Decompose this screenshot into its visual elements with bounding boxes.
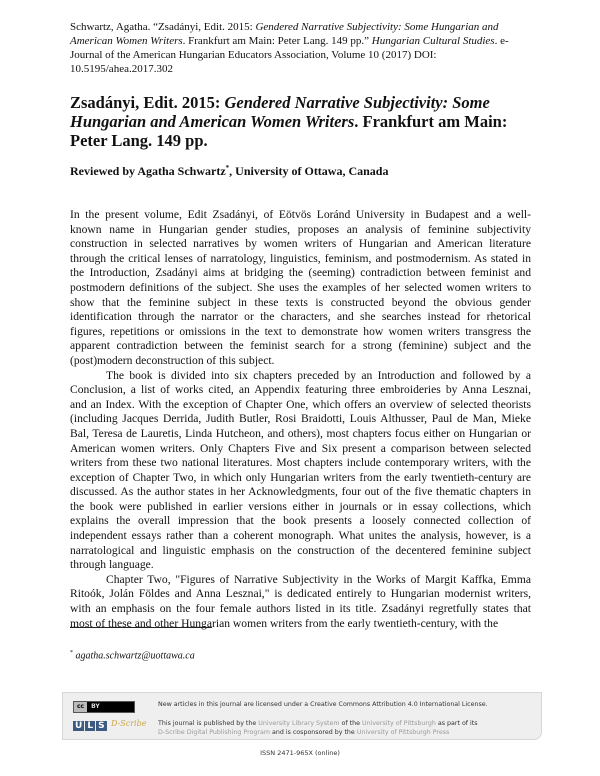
citation-text: . Frankfurt am Main: Peter Lang. 149 pp.” xyxy=(182,35,372,47)
body-line: writers from these two national literatures. Most chapters include contemporary writers, with the xyxy=(70,456,531,470)
body-line: the Introduction, Zsadányi aims at bridging the (seeming) contradiction between feminist and xyxy=(70,266,531,280)
footnote-email[interactable]: agatha.schwartz@uottawa.ca xyxy=(75,650,195,662)
license-text[interactable]: New articles in this journal are licensed under a Creative Commons Attribution 4.0 International License. xyxy=(158,701,488,708)
pub-text: and is cosponsored by the xyxy=(269,729,357,736)
title-prefix: Zsadányi, Edit. 2015: xyxy=(70,93,225,112)
body-line: through language. xyxy=(70,558,154,572)
body-line: In the present volume, Edit Zsadányi, of Eötvös Loránd University in Budapest and a well- xyxy=(70,208,531,221)
citation-journal: Hungarian Cultural Studies xyxy=(371,35,495,47)
cc-by-label: BY xyxy=(91,703,100,710)
reviewer-line xyxy=(70,164,388,179)
body-line: through the critical lenses of narratology, linguistics, feminism, and postmodernism. As stated in xyxy=(70,251,531,265)
citation-book-title: Gendered Narrative Subjectivity: Some Hungarian and American Women Writers xyxy=(70,21,499,47)
uls-logo xyxy=(73,721,108,731)
footnote-mark: * xyxy=(70,650,73,656)
body-line: construction in selected narratives by women writers of Hungarian and American literature xyxy=(70,237,531,251)
body-line: The book is divided into six chapters preceded by an Introduction and followed by a xyxy=(106,368,531,382)
pub-text: as part of its xyxy=(435,720,478,727)
body-line: postmodern definitions of the subject. She uses the examples of her selected women writers to xyxy=(70,280,531,294)
title-suffix: . Frankfurt am Main: Peter Lang. 149 pp. xyxy=(70,112,508,150)
body-line: and an Index. With the exception of Chapter One, which offers an overview of selected theorists xyxy=(70,397,531,411)
body-line: Conclusion, a list of works cited, an Appendix featuring three embroideries by Anna Lesznai, xyxy=(70,383,531,397)
body-line: most of these and other Hungarian women writers from the early twentieth-century, with the xyxy=(70,616,499,630)
uls-letter: U xyxy=(75,721,83,731)
body-line: Chapter Two, "Figures of Narrative Subjectivity in the Works of Margit Kaffka, Emma xyxy=(106,572,531,586)
citation-header xyxy=(70,20,540,76)
citation-text: Schwartz, Agatha. “Zsadányi, Edit. 2015: xyxy=(70,21,256,33)
body-line: explains the overall impression that the book presents a loosely connected collection of xyxy=(70,514,531,528)
publisher-text xyxy=(158,719,478,737)
body-line: with an emphasis on the four female authors listed in its title. Zsadányi regretfully states that xyxy=(70,602,531,616)
body-line: the book were published in earlier versions either in journals or in essay collections, which xyxy=(70,499,531,513)
body-line: apparent contradiction between the feminist search for a strong (feminine) subject and the xyxy=(70,339,531,353)
body-line: known name in Hungarian gender studies, proposes an analysis of feminine subjectivity xyxy=(70,222,531,236)
citation-text: . e-Journal of the American Hungarian Educators Association, Volume 10 (2017) DOI: 10.5195/ahea.2017.302 xyxy=(70,35,509,75)
footnote xyxy=(70,650,195,661)
pub-text: of the xyxy=(339,720,362,727)
title-book: Gendered Narrative Subjectivity: Some Hungarian and American Women Writers xyxy=(70,93,490,131)
uls-letter: L xyxy=(87,721,94,731)
dscribe-logo: D-Scribe xyxy=(111,719,147,728)
body-line: narratological and linguistic emphasis on the construction of the decentered feminine subject xyxy=(70,543,531,557)
body-line: (including Jacques Derrida, Judith Butler, Rosi Braidotti, Louis Althusser, Paul de Man, Mieke xyxy=(70,412,531,426)
footnote-ref[interactable]: * xyxy=(225,164,230,172)
footnote-divider xyxy=(70,627,212,628)
body-line: show that the feminine subject in these texts is constructed beyond the obvious gender xyxy=(70,295,531,309)
reviewer-affiliation: , University of Ottawa, Canada xyxy=(229,164,389,178)
body-line: (post)modern deconstruction of this subject. xyxy=(70,353,275,367)
body-line: discussed. As the author states in her Acknowledgments, four out of the five thematic chapters in xyxy=(70,485,531,499)
pub-text: This journal is published by the xyxy=(158,720,259,727)
body-line: Ritoók, Jolán Földes and Anna Lesznai," is dedicated entirely to Hungarian modernist writers, xyxy=(70,587,531,601)
reviewer-name: Reviewed by Agatha Schwartz xyxy=(70,164,226,178)
cc-icon: cc xyxy=(74,702,87,712)
body-text xyxy=(70,208,531,631)
license-box xyxy=(62,692,542,740)
body-line: identification through the narrator or the characters, and she searches instead for rhetorical xyxy=(70,310,531,324)
body-line: independent essays rather than a coherent monograph. What unites the analysis, however, is a xyxy=(70,529,531,543)
press-link[interactable]: University of Pittsburgh Press xyxy=(356,729,450,736)
issn: ISSN 2471-965X (online) xyxy=(260,749,340,757)
body-line: Bal, Teresa de Lauretis, Linda Hutcheon, and others), most chapters focus either on Hungarian or xyxy=(70,426,531,440)
uls-letter: S xyxy=(98,721,105,731)
cc-by-badge[interactable] xyxy=(73,701,135,713)
body-line: exception of Chapter Two, in which only Hungarian writers from the early twentieth-century are xyxy=(70,470,531,484)
uls-link[interactable]: University Library System xyxy=(258,720,340,727)
body-line: figures, repetitions or omissions in the text to demonstrate how women writers transgress the xyxy=(70,324,531,338)
page-title xyxy=(70,93,540,150)
dscribe-link[interactable]: D-Scribe Digital Publishing Program xyxy=(158,729,270,736)
pitt-link[interactable]: University of Pittsburgh xyxy=(361,720,436,727)
body-line: American women writers. Only Chapters Five and Six present a comparison between selected xyxy=(70,441,531,455)
